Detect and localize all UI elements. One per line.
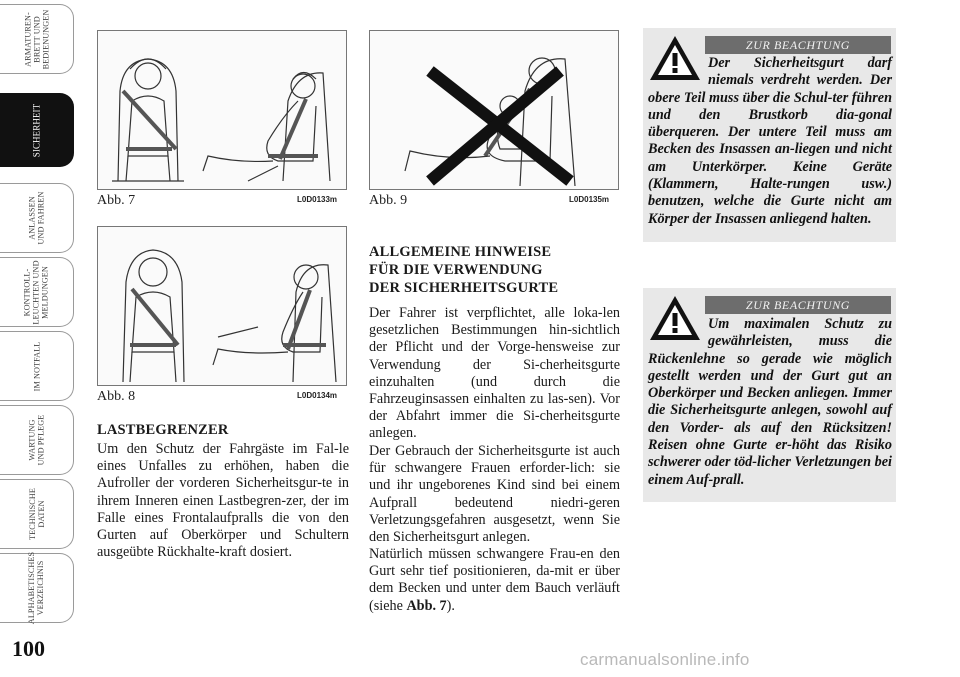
- tab-label: TECHNISCHE DATEN: [27, 488, 46, 540]
- tab-verzeichnis[interactable]: [0, 553, 74, 623]
- tab-kontrollleuchten[interactable]: [0, 257, 74, 327]
- abb-7-reference: Abb. 7: [406, 597, 447, 614]
- tab-label: KONTROLL- LEUCHTEN UND MELDUNGEN: [22, 259, 50, 325]
- figure-7-caption: Abb. 7: [97, 193, 136, 208]
- seatbelt-correct-illustration: [98, 227, 347, 386]
- tab-label: SICHERHEIT: [31, 103, 41, 157]
- seatbelt-pregnant-illustration: [98, 31, 347, 190]
- figure-7-code: L0D0133m: [297, 195, 338, 204]
- hinweise-paragraph-3-end: ).: [446, 597, 455, 614]
- figure-8-image: [97, 226, 347, 386]
- tab-technische-daten[interactable]: [0, 479, 74, 549]
- figure-8-code: L0D0134m: [297, 391, 338, 400]
- page-number: 100: [12, 636, 45, 661]
- tab-label: WARTUNG UND PFLEGE: [27, 414, 46, 466]
- tab-anlassen[interactable]: [0, 183, 74, 253]
- hinweise-paragraph-1: Der Fahrer ist verpflichtet, alle loka-len gesetzlichen Bestimmungen hin-sichtlich der Pflicht und der Vorge-hensweise zur Verwendung der Si-cherheitsgurte einzuhalten (und durch die Fahrzeuginsassen einhalten zu las-sen). Vor der Abfahrt immer die Si-cherheitsgurte anlegen.: [369, 305, 620, 442]
- tab-sicherheit[interactable]: [0, 93, 74, 167]
- warning-text-2: [648, 316, 892, 489]
- warning-box-2: [643, 288, 896, 502]
- warning-header-2: ZUR BEACHTUNG: [705, 296, 891, 314]
- tab-label: ANLASSEN UND FAHREN: [27, 191, 46, 245]
- watermark: carmanualsonline.info: [580, 650, 750, 669]
- lastbegrenzer-text: Um den Schutz der Fahrgäste im Fal-le eines Unfalles zu erhöhen, haben die Aufroller der vorderen Sicherheitsgur-te in ihrem Inneren einen Lastbegren-zer, der im Falle eines Frontalaufpralls die von den Gurten auf Oberkörper und Schultern ausgeübte Rückhalte-kraft dosiert.: [97, 441, 349, 561]
- figure-9-code: L0D0135m: [569, 195, 610, 204]
- figure-9-image: [369, 30, 619, 190]
- figure-7-image: [97, 30, 347, 190]
- hinweise-heading: ALLGEMEINE HINWEISE FÜR DIE VERWENDUNG DER SICHERHEITSGURTE: [369, 244, 559, 296]
- warning-text-2-content: Um maximalen Schutz zu gewährleisten, muss die Rückenlehne so gerade wie möglich gestellt werden und der Gurt gut an Oberkörper und Becken anliegen. Immer die Sicherheitsgurte anlegen, sowohl auf den Vorder- als auf den Rücksitzen! Reisen ohne Gurte er-höht das Risiko schwerer oder töd-licher Verletzungen bei einem Auf-prall.: [648, 316, 892, 488]
- seatbelt-incorrect-child-illustration: [370, 31, 619, 190]
- warning-text-1: [648, 55, 892, 228]
- figure-9-caption: Abb. 9: [369, 193, 408, 208]
- tab-wartung[interactable]: [0, 405, 74, 475]
- tab-label: ALPHABETISCHES VERZEICHNIS: [27, 551, 46, 625]
- hinweise-paragraph-3: [369, 546, 620, 615]
- hinweise-paragraph-2: Der Gebrauch der Sicherheitsgurte ist auch für schwangere Frauen erforder-lich: sie und ihr ungeborenes Kind sind bei einem Aufprall bedeutend niedri-geren Verletzungsgefahren ausgesetzt, wenn Sie den Sicherheitsgurt anlegen.: [369, 443, 620, 546]
- warning-text-1-content: Der Sicherheitsgurt darf niemals verdreht werden. Der obere Teil muss über die Schul-ter führen und den Brustkorb dia-gonal überqueren. Der untere Teil muss am Becken des Insassen an-liegen und nicht am Unterkörper. Keine Geräte (Klammern, Halte-rungen usw.) benutzen, welche die Gurte nicht am Körper der Insassen anliegend halten.: [648, 55, 892, 227]
- tab-armaturenbrett[interactable]: [0, 4, 74, 74]
- chapter-sidebar: [0, 0, 78, 640]
- tab-label: IM NOTFALL: [32, 341, 41, 391]
- figure-8-caption: Abb. 8: [97, 389, 136, 404]
- warning-box-1: [643, 28, 896, 242]
- hinweise-paragraph-3-main: Natürlich müssen schwangere Frau-en den Gurt sehr tief positionieren, da-mit er über dem Becken und unter dem Bauch verläuft (siehe: [369, 546, 620, 614]
- tab-im-notfall[interactable]: [0, 331, 74, 401]
- lastbegrenzer-heading: LASTBEGRENZER: [97, 422, 229, 438]
- warning-header-1: ZUR BEACHTUNG: [705, 36, 891, 54]
- tab-label: ARMATUREN- BRETT UND BEDIENUNGEN: [23, 9, 50, 69]
